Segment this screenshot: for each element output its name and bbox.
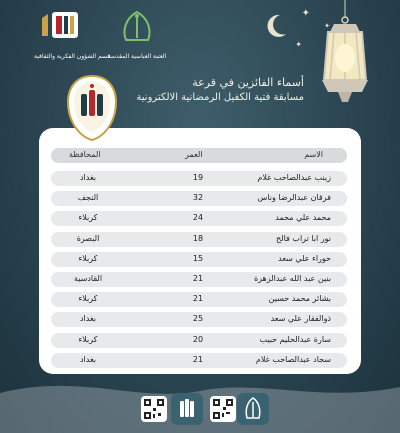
winner-age: 19: [192, 173, 204, 182]
winner-name: محمد علي محمد: [275, 213, 331, 223]
logo-b-caption: العتبة العباسية المقدسة: [107, 53, 167, 60]
winner-governorate: بغداد: [79, 314, 97, 324]
winner-governorate: بغداد: [79, 173, 97, 182]
winner-name: فرقان عبدالرضا وناس: [257, 193, 331, 203]
winner-name: نور ابا تراب فالح: [276, 233, 331, 243]
winner-name: بنين عبد الله عبدالزهرة: [253, 273, 331, 283]
winner-age: 32: [192, 193, 204, 203]
table-row: [51, 208, 347, 228]
winner-governorate: كربلاء: [78, 253, 98, 263]
header-age: العمر: [185, 150, 203, 159]
table-row: [51, 249, 347, 269]
table-row: [51, 289, 347, 309]
winner-governorate: كربلاء: [78, 334, 98, 344]
winner-age: 21: [192, 294, 204, 304]
table-row: [51, 229, 347, 249]
abbas-shrine-logo: [104, 8, 170, 60]
winner-age: 20: [192, 334, 204, 344]
winner-governorate: كربلاء: [78, 294, 98, 304]
star-icon: ✦: [295, 40, 302, 49]
fityat-alkafeel-logo-icon: [170, 392, 204, 426]
header-name: الاسم: [304, 150, 323, 159]
winner-age: 18: [192, 233, 204, 243]
table-header: [51, 148, 347, 163]
winner-governorate: بغداد: [79, 354, 97, 364]
winner-age: 21: [192, 354, 204, 364]
winner-name: زينب عبدالصاحب غلام: [257, 173, 331, 182]
table-row: [51, 188, 347, 208]
winners-list: [51, 168, 347, 370]
thought-culture-dept-logo: [34, 8, 111, 60]
winner-governorate: البصرة: [76, 233, 100, 243]
winner-governorate: القادسية: [73, 273, 103, 283]
abbas-shrine-logo-icon: [236, 392, 270, 426]
ramadan-lantern-icon: [310, 0, 380, 110]
winner-age: 21: [192, 273, 204, 283]
winner-age: 24: [192, 213, 204, 223]
winner-name: سارة عبدالحليم حبيب: [259, 334, 331, 344]
winner-name: ذوالفقار علي سعد: [270, 314, 331, 324]
logo-a-caption: قسم الشؤون الفكرية والثقافية: [34, 53, 111, 60]
winner-name: بشائر محمد حسين: [268, 294, 331, 304]
header-logos: [34, 8, 174, 62]
winner-governorate: النجف: [77, 193, 99, 203]
star-icon: ✦: [301, 8, 310, 19]
page-title: [124, 75, 304, 105]
title-line-2: مسابقة فتية الكفيل الرمضانية الالكترونية: [136, 92, 304, 103]
winner-governorate: كربلاء: [78, 213, 98, 223]
table-row: [51, 309, 347, 329]
winner-name: حوراء علي سعد: [278, 253, 331, 263]
fityat-alkafeel-emblem: [64, 74, 120, 142]
table-row: [51, 168, 347, 188]
winner-age: 25: [192, 314, 204, 324]
qr-code-icon[interactable]: [141, 396, 167, 422]
title-line-1: أسماء الفائزين في قرعة: [192, 76, 304, 89]
star-icon: ✦: [324, 22, 330, 30]
table-row: [51, 330, 347, 350]
winner-age: 15: [192, 253, 204, 263]
table-row: [51, 269, 347, 289]
header-governorate: المحافظة: [69, 150, 101, 159]
winner-name: سجاد عبدالصاحب غلام: [255, 354, 331, 364]
qr-code-icon[interactable]: [210, 396, 236, 422]
crescent-moon-icon: [262, 12, 290, 40]
